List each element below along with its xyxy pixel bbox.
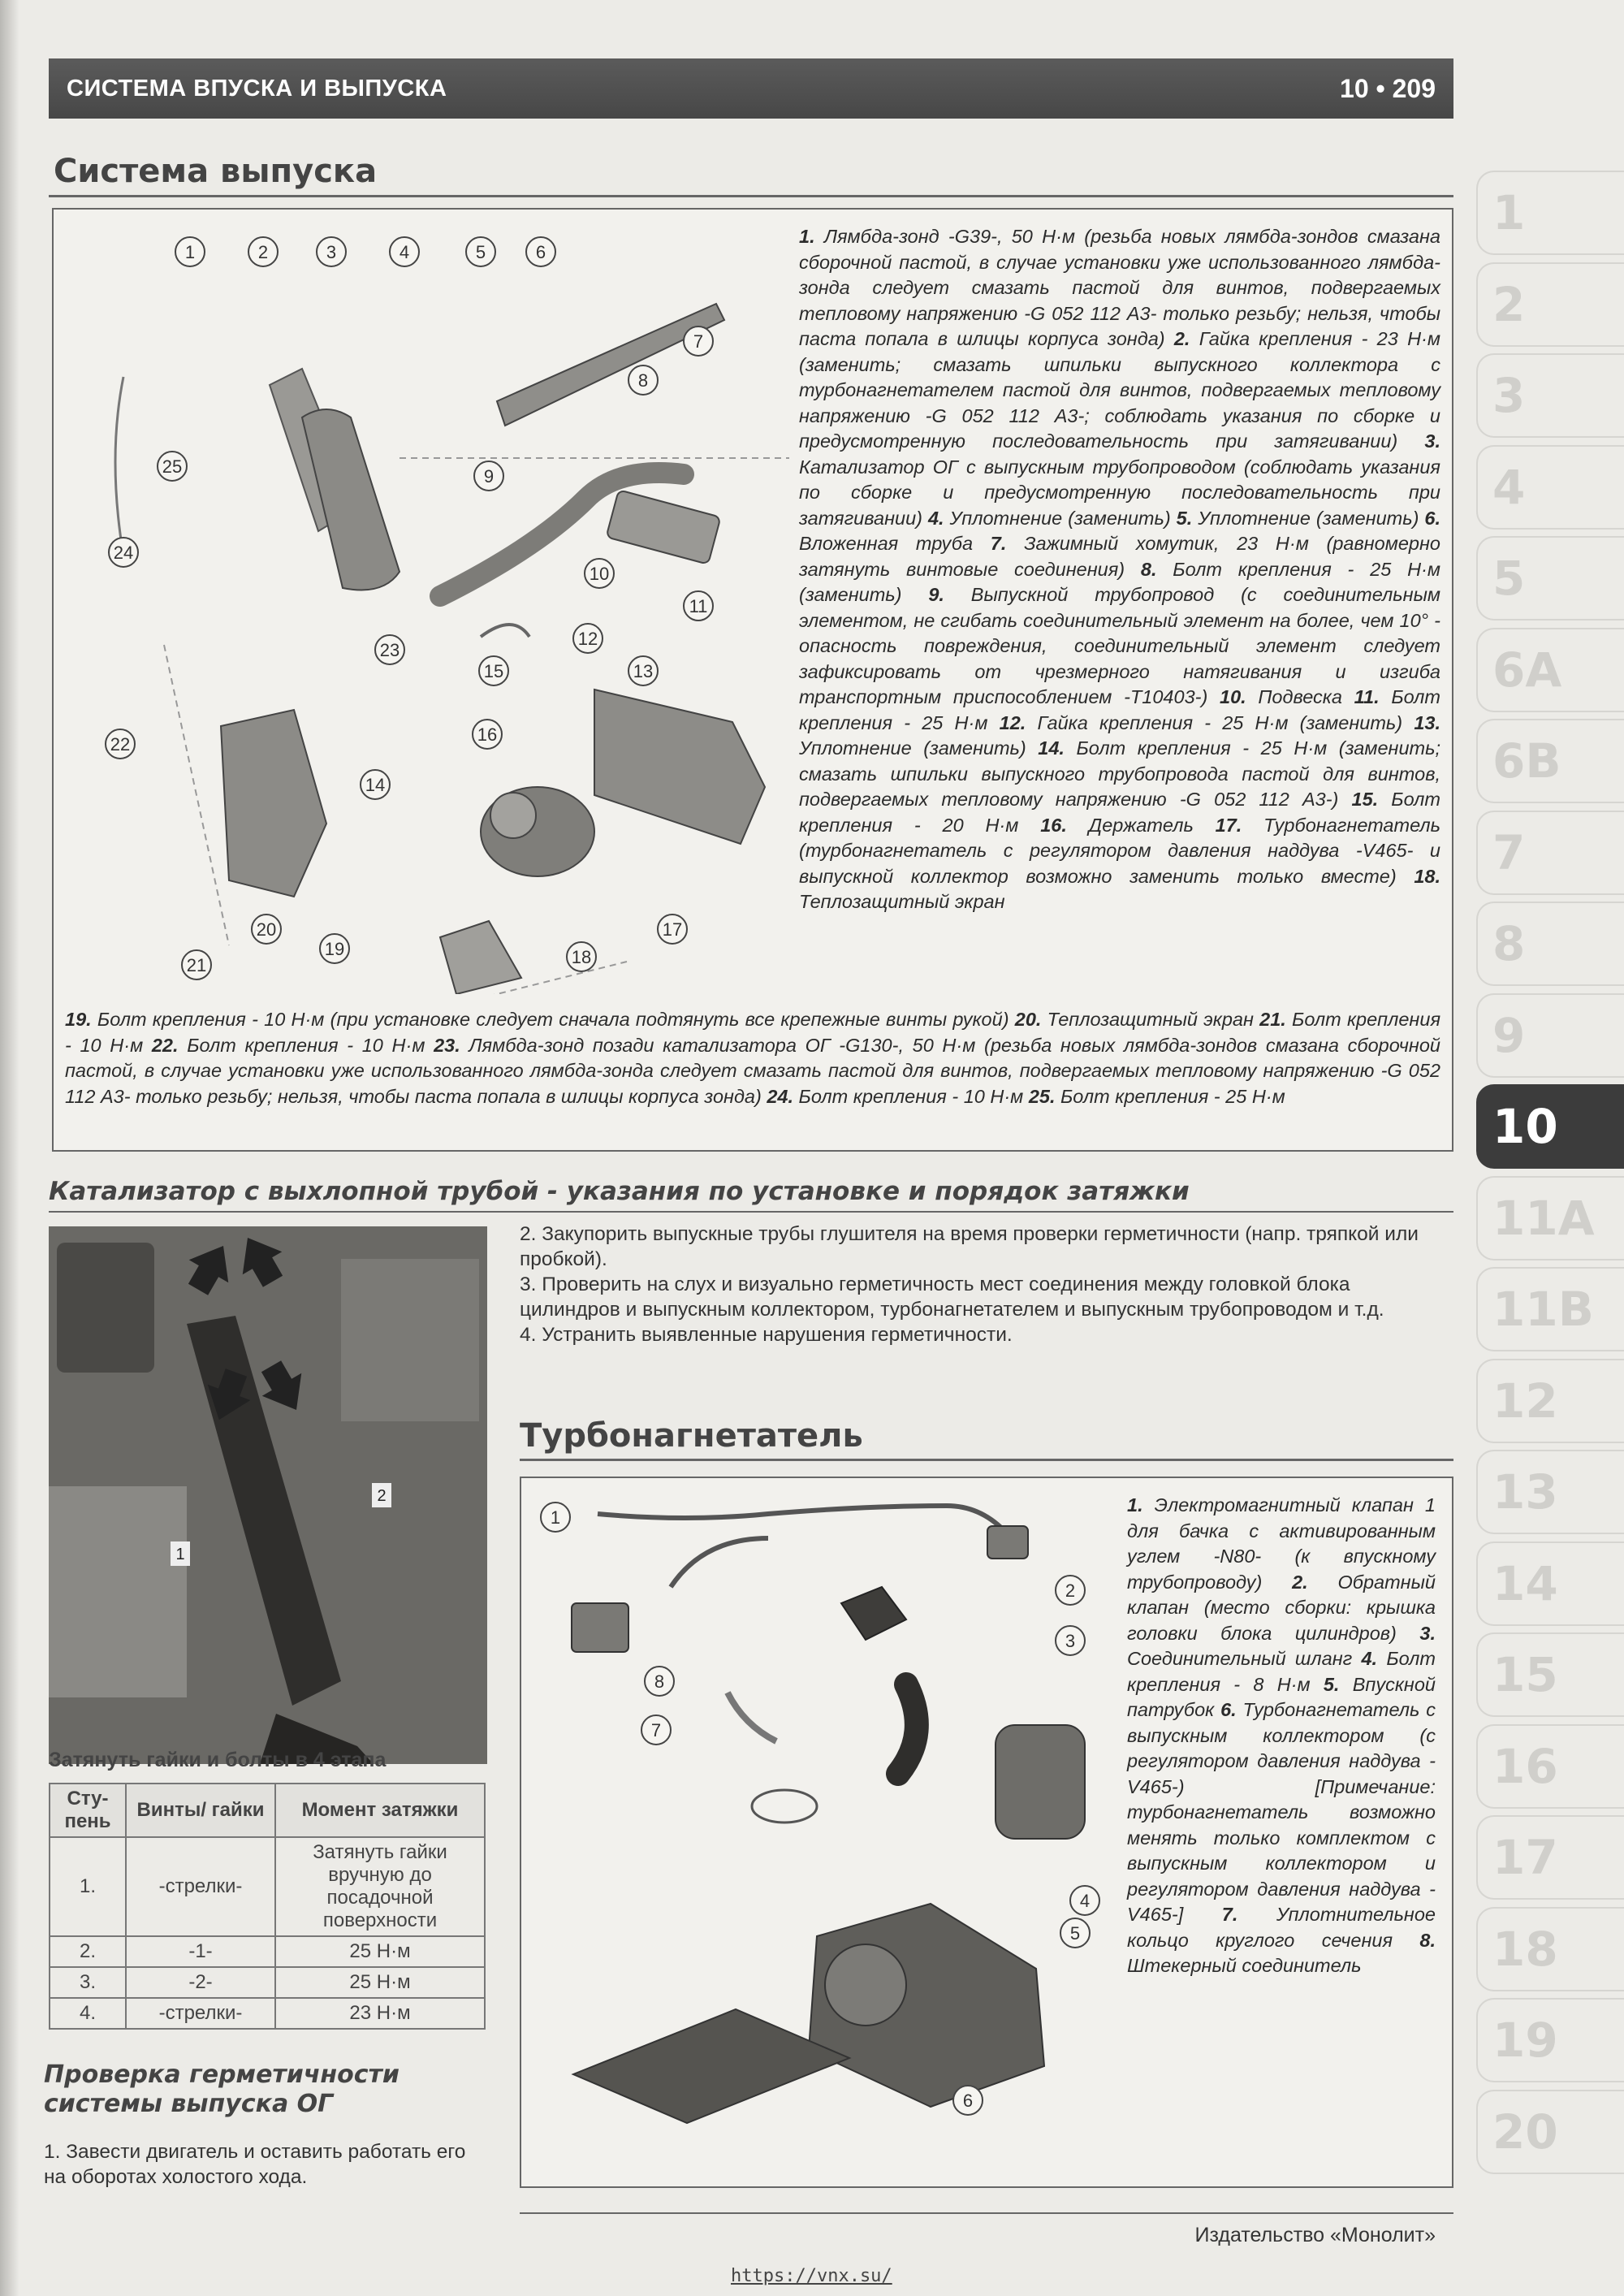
turbo-heading: Турбонагнетатель: [520, 1417, 863, 1455]
chapter-tab[interactable]: 11B: [1476, 1267, 1624, 1351]
svg-text:4: 4: [1079, 1891, 1091, 1911]
callout-13: [628, 656, 658, 685]
chapter-tab[interactable]: 8: [1476, 902, 1624, 986]
leak-step-2: 2. Закупорить выпускные трубы глушителя на время проверки герметичности (напр. тряпкой или пробкой).: [520, 1223, 1419, 1270]
svg-text:15: 15: [483, 661, 504, 681]
callout-11: [684, 591, 713, 620]
callout-6: [526, 237, 555, 266]
heading-rule: [49, 195, 1453, 197]
turbo-diagram: [525, 1481, 1125, 2180]
svg-text:14: 14: [365, 775, 386, 795]
exhaust-diagram: [58, 214, 789, 994]
callout-16: [473, 720, 502, 749]
callout-20: [252, 915, 281, 944]
exhaust-figure-box: [52, 208, 1453, 1152]
col-fasteners: Винты/ гайки: [126, 1784, 275, 1837]
svg-text:21: 21: [186, 955, 207, 975]
svg-text:6: 6: [535, 242, 546, 262]
leak-step-4: 4. Устранить выявленные нарушения герметичности.: [520, 1324, 1013, 1346]
exhaust-legend: 1. Лямбда-зонд -G39-, 50 Н·м (резьба новых лямбда-зондов смазана сборочной пастой, в случае установки уже использованного лямбда-зонда следует смазать пастой для винтов, подвергаемых тепловому напряжению -G 052 112 А3- только резьбу; нельзя, чтобы паста попала в шлицы корпуса зонда) 2. Гайка крепления - 23 Н·м (заменить; смазать шпильки выпускного коллектора с турбонагнетателем пастой для винтов, подвергаемых тепловому напряжению -G 052 112 А3-; соблюдать указания по сборке и предусмотренную последовательность при затягивании) 3. Катализатор ОГ с выпускным трубопроводом (соблюдать указания по сборке и предусмотренную последовательность при затягивании) 4. Уплотнение (заменить) 5. Уплотнение (заменить) 6. Вложенная труба 7. Зажимный хомутик, 23 Н·м (равномерно затянуть винтовые соединения) 8. Болт крепления - 25 Н·м (заменить) 9. Выпускной трубопровод (с соединительным элементом, не сгибать соединительный элемент на более, чем 10° - опасность повреждения, соединительный элемент следует зафиксировать от чрезмерного натягивания и изгиба транспортным приспособлением -Т10403-) 10. Подвеска 11. Болт крепления - 25 Н·м 12. Гайка крепления - 25 Н·м (заменить) 13. Уплотнение (заменить) 14. Болт крепления - 25 Н·м (заменить; смазать шпильки выпускного трубопровода пастой для винтов, подвергаемых тепловому напряжению -G 052 112 А3-) 15. Болт крепления - 20 Н·м 16. Держатель 17. Турбонагнетатель (турбонагнетатель с регулятором давления наддува -V465- и выпускной коллектор возможно заменить только вместе) 18. Теплозащитный экран: [799, 226, 1441, 912]
chapter-tab[interactable]: 3: [1476, 353, 1624, 438]
svg-text:16: 16: [477, 724, 498, 745]
chapter-tab[interactable]: 2: [1476, 262, 1624, 347]
svg-text:3: 3: [326, 242, 337, 262]
svg-text:5: 5: [475, 242, 486, 262]
svg-text:6: 6: [962, 2091, 974, 2111]
photo-label-2: 2: [377, 1487, 387, 1505]
svg-text:2: 2: [1065, 1580, 1076, 1601]
svg-text:2: 2: [257, 242, 269, 262]
leak-steps: [520, 1222, 1453, 1347]
svg-text:17: 17: [662, 919, 683, 940]
catalyst-heading: Катализатор с выхлопной трубой - указания по установке и порядок затяжки: [49, 1177, 1190, 1206]
svg-text:7: 7: [650, 1720, 662, 1740]
chapter-tab[interactable]: 16: [1476, 1724, 1624, 1809]
chapter-tab[interactable]: 7: [1476, 811, 1624, 895]
svg-text:8: 8: [654, 1671, 665, 1692]
chapter-tab[interactable]: 14: [1476, 1541, 1624, 1626]
svg-text:5: 5: [1069, 1923, 1081, 1944]
svg-text:24: 24: [113, 543, 134, 563]
callout-1: [541, 1503, 570, 1532]
callout-18: [567, 942, 596, 971]
chapter-tab[interactable]: 18: [1476, 1907, 1624, 1991]
svg-text:13: 13: [633, 661, 654, 681]
callout-21: [182, 950, 211, 979]
callout-3: [317, 237, 346, 266]
callout-4: [390, 237, 419, 266]
torque-table: [49, 1783, 486, 2030]
callout-7: [641, 1715, 671, 1745]
svg-text:3: 3: [1065, 1631, 1076, 1651]
chapter-tab[interactable]: 12: [1476, 1359, 1624, 1443]
svg-text:18: 18: [571, 947, 592, 967]
callout-2: [1056, 1576, 1085, 1605]
footer-rule: [520, 2212, 1453, 2214]
chapter-tab[interactable]: 17: [1476, 1815, 1624, 1900]
svg-text:23: 23: [379, 640, 400, 660]
callout-5: [1060, 1918, 1090, 1948]
svg-text:8: 8: [637, 370, 649, 391]
table-row: 3. -2- 25 Н·м: [50, 1967, 485, 1998]
chapter-tab[interactable]: 11A: [1476, 1176, 1624, 1260]
chapter-tab[interactable]: 20: [1476, 2090, 1624, 2174]
callout-17: [658, 915, 687, 944]
chapter-tab[interactable]: 6A: [1476, 628, 1624, 712]
callout-12: [573, 624, 603, 653]
exhaust-heading: Система выпуска: [54, 153, 378, 190]
callout-4: [1070, 1886, 1099, 1915]
callout-23: [375, 635, 404, 664]
page-number: 10 • 209: [1340, 73, 1436, 103]
callout-6: [953, 2086, 983, 2115]
col-torque: Момент затяжки: [275, 1784, 485, 1837]
chapter-tab[interactable]: 9: [1476, 993, 1624, 1078]
chapter-tab[interactable]: 5: [1476, 536, 1624, 620]
svg-text:4: 4: [399, 242, 410, 262]
col-stage: Сту-пень: [50, 1784, 126, 1837]
callout-9: [474, 461, 503, 491]
leak-step-3: 3. Проверить на слух и визуально герметичность мест соединения между головкой блока цилиндров и выпускным коллектором, турбонагнетателем и выпускным трубопроводом и т.д.: [520, 1273, 1384, 1321]
chapter-tabs: [1476, 171, 1624, 2181]
chapter-tab[interactable]: 19: [1476, 1998, 1624, 2082]
chapter-tab[interactable]: 15: [1476, 1632, 1624, 1717]
svg-text:1: 1: [184, 242, 196, 262]
callout-1: [175, 237, 205, 266]
svg-text:9: 9: [483, 466, 495, 486]
callout-10: [585, 559, 614, 588]
table-row: 1. -стрелки- Затянуть гайки вручную до посадочной поверхности: [50, 1837, 485, 1936]
svg-text:10: 10: [589, 564, 610, 584]
svg-text:7: 7: [693, 331, 704, 352]
svg-text:25: 25: [162, 456, 183, 477]
publisher: Издательство «Монолит»: [1194, 2224, 1436, 2246]
heading-rule: [49, 1211, 1453, 1213]
heading-rule: [520, 1459, 1453, 1461]
callout-22: [106, 729, 135, 759]
callout-14: [361, 770, 390, 799]
running-header: [49, 58, 1453, 119]
chapter-tab[interactable]: 6B: [1476, 719, 1624, 803]
catalyst-photo: [49, 1226, 487, 1764]
table-row: 2. -1- 25 Н·м: [50, 1936, 485, 1967]
source-url[interactable]: https://vnx.su/: [731, 2266, 892, 2286]
callout-5: [466, 237, 495, 266]
callout-3: [1056, 1626, 1085, 1655]
chapter-tab[interactable]: 4: [1476, 445, 1624, 530]
table-row: 4. -стрелки- 23 Н·м: [50, 1998, 485, 2029]
callout-2: [248, 237, 278, 266]
chapter-tab[interactable]: 1: [1476, 171, 1624, 255]
exhaust-legend-continued: 19. Болт крепления - 10 Н·м (при установке следует сначала подтянуть все крепежные винты рукой) 20. Теплозащитный экран 21. Болт крепления - 10 Н·м 22. Болт крепления - 10 Н·м 23. Лямбда-зонд позади катализатора ОГ -G130-, 50 Н·м (резьба новых лямбда-зондов смазана сборочной пастой, в случае установки уже использованного лямбда-зонда следует смазать пастой для винтов, подвергаемых тепловому напряжению -G 052 112 А3- только резьбу; нельзя, чтобы паста попала в шлицы корпуса зонда) 24. Болт крепления - 10 Н·м 25. Болт крепления - 25 Н·м: [65, 1009, 1440, 1107]
callout-24: [109, 538, 138, 567]
leak-check-heading: Проверка герметичности системы выпуска ОГ: [44, 2060, 400, 2118]
photo-label-1: 1: [175, 1546, 185, 1563]
callout-8: [645, 1667, 674, 1696]
callout-19: [320, 934, 349, 963]
callout-7: [684, 326, 713, 356]
chapter-tab[interactable]: 13: [1476, 1450, 1624, 1534]
svg-text:20: 20: [256, 919, 277, 940]
callout-25: [158, 452, 187, 481]
svg-text:1: 1: [550, 1507, 561, 1528]
svg-text:12: 12: [577, 629, 598, 649]
turbo-figure-box: [520, 1477, 1453, 2188]
callout-8: [628, 365, 658, 395]
chapter-tab-active[interactable]: 10: [1476, 1084, 1624, 1169]
page-edge-shadow: [0, 0, 19, 2296]
section-title: СИСТЕМА ВПУСКА И ВЫПУСКА: [67, 75, 447, 102]
callout-15: [479, 656, 508, 685]
svg-text:19: 19: [324, 939, 345, 959]
svg-text:22: 22: [110, 734, 131, 755]
turbo-legend: 1. Электромагнитный клапан 1 для бачка с активированным углем -N80- (к впускному трубопроводу) 2. Обратный клапан (место сборки: крышка головки блока цилиндров) 3. Соединительный шланг 4. Болт крепления - 8 Н·м 5. Впускной патрубок 6. Турбонагнетатель с выпускным коллектором (с регулятором давления наддува -V465-) [Примечание: турбонагнетатель возможно менять только комплектом с выпускным коллектором и регулятором давления наддува -V465-] 7. Уплотнительное кольцо круглого сечения 8. Штекерный соединитель: [1127, 1494, 1436, 1976]
leak-step-1: 1. Завести двигатель и оставить работать его на оборотах холостого хода.: [44, 2141, 466, 2188]
svg-text:11: 11: [689, 596, 708, 616]
steps-caption: Затянуть гайки и болты в 4 этапа: [49, 1749, 387, 1771]
